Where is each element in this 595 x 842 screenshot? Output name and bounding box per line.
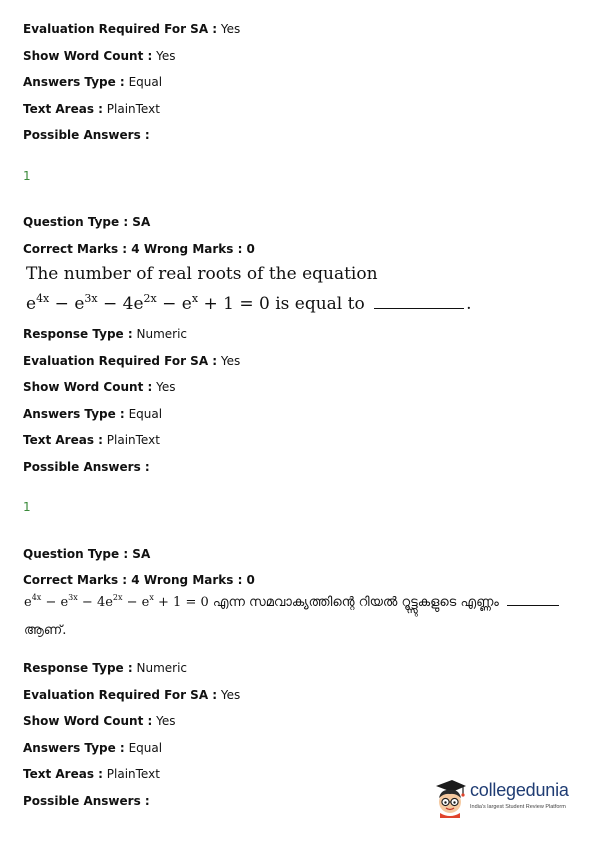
possible-answer-value: 1 (23, 500, 31, 514)
answers-type-line: Answers Type : Equal (23, 741, 163, 755)
answer-blank (374, 307, 464, 309)
marks-line: Correct Marks : 4 Wrong Marks : 0 (23, 242, 255, 256)
text-areas-line: Text Areas : PlainText (23, 767, 160, 781)
question-2-text-line2: ആണ്. (24, 623, 67, 638)
possible-answers-label: Possible Answers : (23, 794, 150, 808)
text-areas-line: Text Areas : PlainText (23, 102, 160, 116)
possible-answers-label: Possible Answers : (23, 128, 150, 142)
question-1-equation-line: $e^{4x} - e^{3x} - 4e^{2x} - e^x + 1 = 0$ is equal to . (26, 292, 472, 314)
question-2-equation-line: $e^{4x} - e^{3x} - 4e^{2x} - e^x + 1 = 0$ എന്ന സമവാക്യത്തിന്റെ റിയൽ റൂട്ട്സുകളുടെ എണ്ണം (24, 594, 561, 612)
possible-answers-label: Possible Answers : (23, 460, 150, 474)
possible-answer-value: 1 (23, 169, 31, 183)
response-type-line: Response Type : Numeric (23, 661, 188, 675)
logo-name: collegedunia (470, 780, 569, 800)
question-type-line: Question Type : SA (23, 547, 151, 561)
eval-required-line: Evaluation Required For SA : Yes (23, 354, 241, 368)
logo-tagline: India's largest Student Review Platform (470, 804, 566, 810)
answer-blank (507, 604, 559, 606)
show-word-count-line: Show Word Count : Yes (23, 49, 176, 63)
response-type-line: Response Type : Numeric (23, 327, 188, 341)
answers-type-line: Answers Type : Equal (23, 75, 163, 89)
show-word-count-line: Show Word Count : Yes (23, 714, 176, 728)
mascot-icon (432, 778, 468, 818)
eval-required-line: Evaluation Required For SA : Yes (23, 22, 241, 36)
question-1-text-line1: The number of real roots of the equation (26, 264, 378, 284)
marks-line: Correct Marks : 4 Wrong Marks : 0 (23, 573, 255, 587)
question-type-line: Question Type : SA (23, 215, 151, 229)
show-word-count-line: Show Word Count : Yes (23, 380, 176, 394)
collegedunia-logo (432, 774, 582, 824)
text-areas-line: Text Areas : PlainText (23, 433, 160, 447)
eval-required-line: Evaluation Required For SA : Yes (23, 688, 241, 702)
answers-type-line: Answers Type : Equal (23, 407, 163, 421)
